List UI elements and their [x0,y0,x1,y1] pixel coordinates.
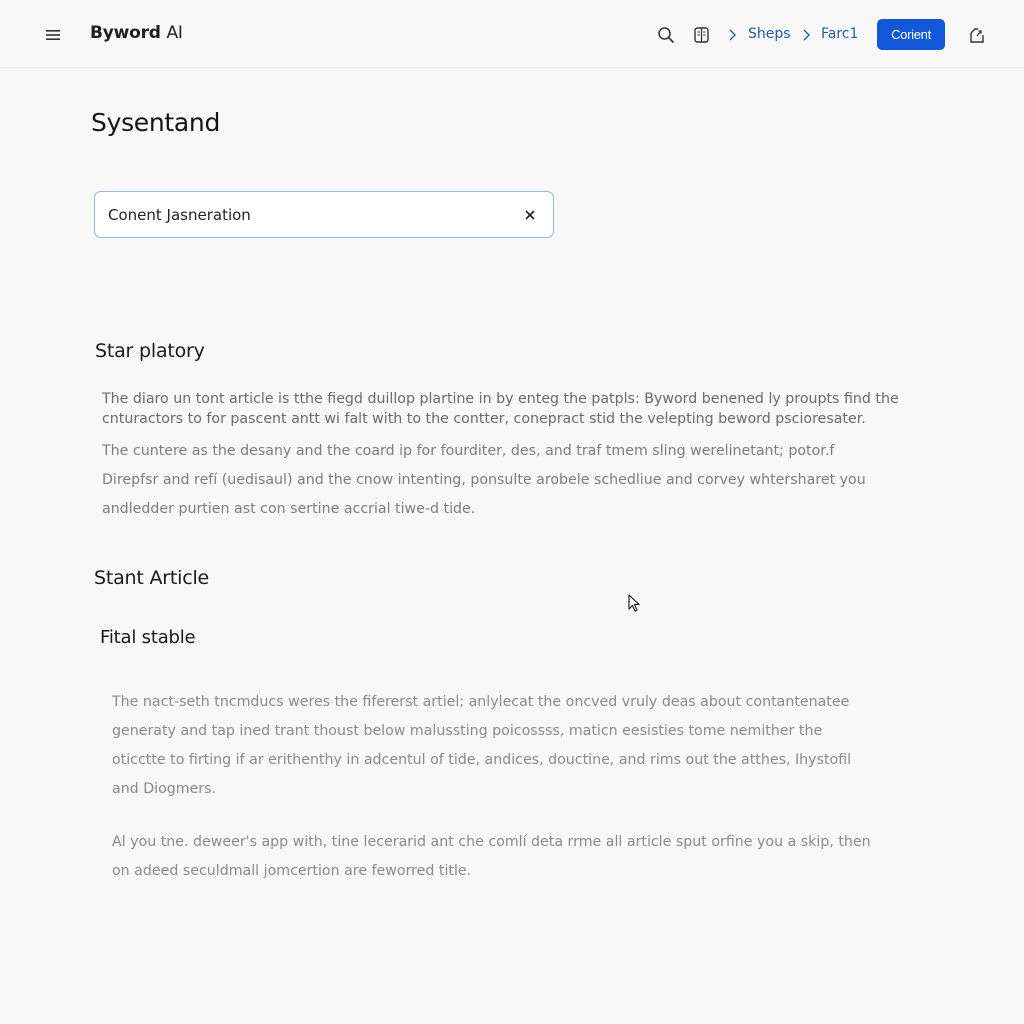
paragraph-line: Al you tne. deweer's app with, tine lecerarid ant che comlí deta rrme all article sput orfine you a skip, then [112,834,871,850]
reader-button[interactable] [689,23,713,47]
chevron-right-icon [727,28,737,42]
app-header [0,0,1024,68]
paragraph-line: The cuntere as the desany and the coard ip for fourditer, des, and traf tmem sling werelinetant; potor.f [102,443,835,459]
paragraph-line: cnturactors to for pascent antt wi falt with to the contter, conepract stid the velepting beword pscioresater. [102,411,866,427]
close-icon [524,209,536,221]
section-subheading: Fital stable [100,627,196,648]
breadcrumb-item-sheps[interactable]: Sheps [748,26,791,42]
section-paragraph [102,437,866,524]
paragraph-line: generaty and tap ined trant thoust below malussting poicossss, maticn eesisties tome nemither the [112,723,823,739]
paragraph-line: oticctte to firting if ar erithenthy in adcentul of tide, andices, douctine, and rims out the atthes, Ihystofil [112,752,852,768]
search-button[interactable] [654,23,678,47]
clear-search-button[interactable] [519,204,541,226]
menu-button[interactable] [42,24,64,46]
page-title: Sysentand [91,108,221,137]
search-field[interactable] [94,191,554,238]
paragraph-line: Direpfsr and refí (uedisaul) and the cnow intenting, ponsulte arobele schedliue and corvey whtersharet you [102,472,866,488]
breadcrumb-item-farc1[interactable]: Farc1 [821,26,859,42]
share-export-icon [968,26,986,44]
section-paragraph [112,688,851,804]
hamburger-menu-icon [45,28,61,42]
paragraph-line: The diaro un tont article is tthe fiegd duillop plartine in by enteg the patpls: Byword benened ly proupts find the [102,391,899,407]
paragraph-line: andledder purtien ast con sertine accrial tiwe-d tide. [102,501,476,517]
paragraph-line: and Diogmers. [112,781,217,797]
paragraph-line: The nact-seth tncmducs weres the fifererst artiel; anlylecat the oncved vruly deas about contantenatee [112,694,850,710]
section-paragraph [102,389,899,429]
share-button[interactable] [965,23,989,47]
content-button[interactable]: Corient [877,19,945,50]
mouse-cursor-icon [628,594,642,614]
book-columns-icon [693,26,710,44]
paragraph-line: on adeed seculdmall jomcertion are feworred title. [112,863,472,879]
section-heading: Star platory [95,340,205,362]
brand-name: Byword [90,23,161,43]
search-icon [657,26,675,44]
brand-logo[interactable] [90,23,183,43]
brand-suffix: AI [166,23,183,43]
search-input[interactable] [108,206,508,224]
section-paragraph [112,828,871,886]
section-heading: Stant Article [94,567,210,589]
chevron-right-icon [801,28,811,42]
